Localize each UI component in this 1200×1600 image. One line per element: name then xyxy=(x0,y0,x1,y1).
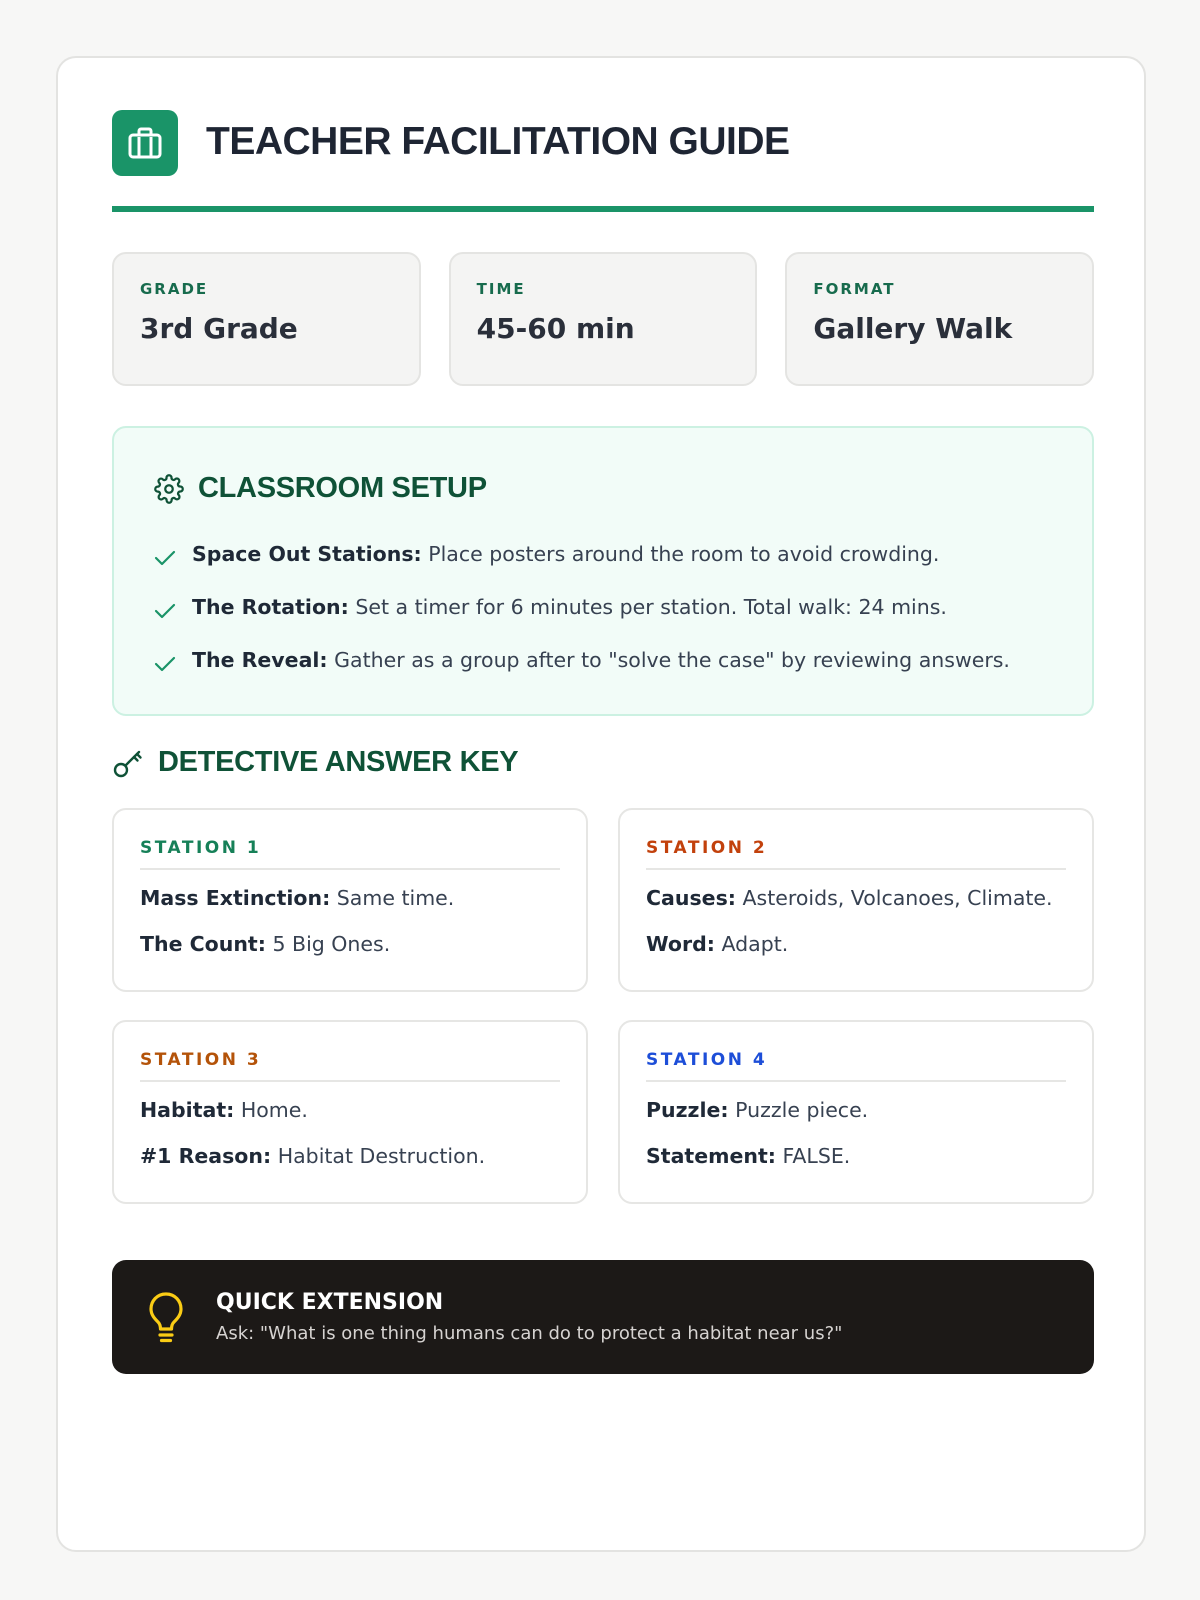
page-title: TEACHER FACILITATION GUIDE xyxy=(206,120,790,163)
meta-label: FORMAT xyxy=(813,280,896,298)
meta-time xyxy=(449,252,758,386)
station-title: STATION 3 xyxy=(140,1050,560,1082)
key-icon xyxy=(112,747,144,779)
item-label: The Rotation: xyxy=(192,594,349,619)
classroom-setup-heading xyxy=(154,472,1052,505)
answer-text: 5 Big Ones. xyxy=(265,932,391,956)
section-title: CLASSROOM SETUP xyxy=(198,472,487,504)
answer-text: Home. xyxy=(234,1098,308,1122)
answer-text: Habitat Destruction. xyxy=(271,1144,486,1168)
answer-line xyxy=(646,1144,1066,1174)
check-icon xyxy=(154,595,178,619)
answer-text: Adapt. xyxy=(714,932,789,956)
briefcase-icon xyxy=(112,110,178,176)
classroom-setup-panel xyxy=(112,426,1094,716)
meta-row xyxy=(112,252,1094,386)
guide-card xyxy=(56,56,1146,1552)
answer-label: Statement: xyxy=(646,1144,776,1168)
answer-line xyxy=(140,1144,560,1174)
gear-icon xyxy=(154,474,184,504)
extension-title: QUICK EXTENSION xyxy=(216,1290,444,1315)
item-text: Place posters around the room to avoid crowding. xyxy=(421,541,940,566)
answer-text: Same time. xyxy=(330,886,455,910)
answer-line xyxy=(646,886,1066,916)
answer-key-heading xyxy=(112,746,1094,779)
list-item xyxy=(154,580,1052,633)
answer-line xyxy=(646,1098,1066,1128)
item-text: Set a timer for 6 minutes per station. Total walk: 24 mins. xyxy=(348,594,947,619)
answer-text: Asteroids, Volcanoes, Climate. xyxy=(735,886,1053,910)
answer-label: Habitat: xyxy=(140,1098,235,1122)
answer-label: Puzzle: xyxy=(646,1098,729,1122)
list-item xyxy=(154,633,1052,686)
meta-label: GRADE xyxy=(140,280,209,298)
quick-extension-banner xyxy=(112,1260,1094,1374)
station-card-2 xyxy=(618,808,1094,992)
answer-line xyxy=(646,932,1066,962)
station-card-4 xyxy=(618,1020,1094,1204)
check-icon xyxy=(154,648,178,672)
station-card-3 xyxy=(112,1020,588,1204)
answer-label: #1 Reason: xyxy=(140,1144,272,1168)
meta-value: Gallery Walk xyxy=(813,312,1013,345)
answer-line xyxy=(140,886,560,916)
lightbulb-icon xyxy=(146,1291,186,1343)
answer-label: Mass Extinction: xyxy=(140,886,331,910)
station-card-1 xyxy=(112,808,588,992)
station-title: STATION 4 xyxy=(646,1050,1066,1082)
answer-label: Causes: xyxy=(646,886,736,910)
meta-label: TIME xyxy=(476,280,526,298)
check-icon xyxy=(154,542,178,566)
extension-text: Ask: "What is one thing humans can do to protect a habitat near us?" xyxy=(216,1323,843,1344)
meta-format xyxy=(785,252,1094,386)
answer-line xyxy=(140,932,560,962)
item-label: Space Out Stations: xyxy=(192,541,422,566)
item-label: The Reveal: xyxy=(192,647,328,672)
answer-text: FALSE. xyxy=(775,1144,851,1168)
list-item xyxy=(154,527,1052,580)
answer-text: Puzzle piece. xyxy=(728,1098,869,1122)
meta-value: 45-60 min xyxy=(476,312,635,345)
answer-label: The Count: xyxy=(140,932,266,956)
page-header xyxy=(112,110,1094,212)
setup-list xyxy=(154,527,1052,686)
meta-value: 3rd Grade xyxy=(140,312,298,345)
item-text: Gather as a group after to "solve the case" by reviewing answers. xyxy=(327,647,1010,672)
extension-content xyxy=(216,1290,842,1344)
station-title: STATION 1 xyxy=(140,838,560,870)
meta-grade xyxy=(112,252,421,386)
answer-key-grid xyxy=(112,808,1094,1204)
section-title: DETECTIVE ANSWER KEY xyxy=(158,746,519,778)
answer-label: Word: xyxy=(646,932,715,956)
station-title: STATION 2 xyxy=(646,838,1066,870)
answer-line xyxy=(140,1098,560,1128)
